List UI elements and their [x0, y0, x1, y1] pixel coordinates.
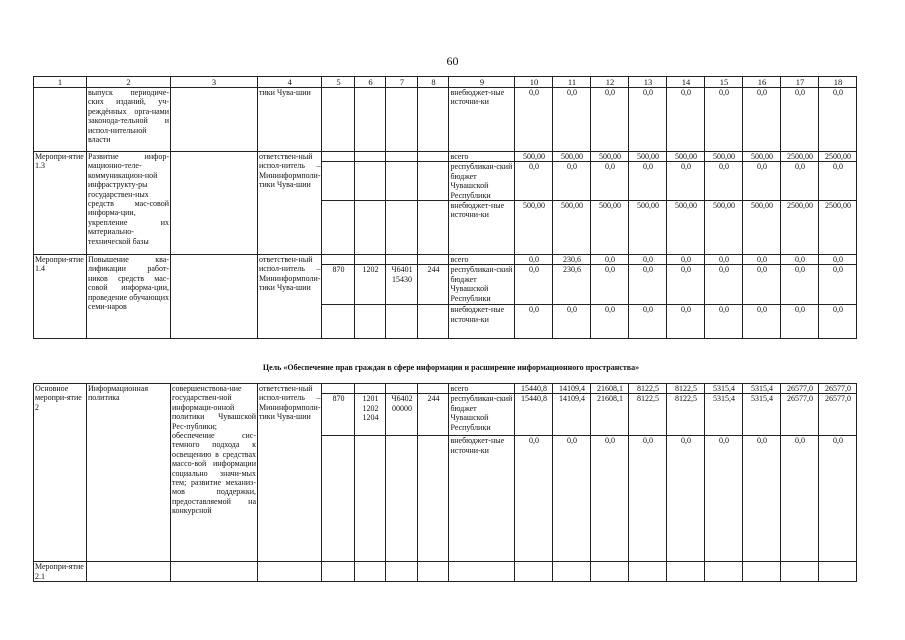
cell-c1: Меропри-ятие 1.4	[34, 255, 87, 339]
value-cell-col12: 500,00	[591, 152, 629, 162]
cell-c1: Меропри-ятие 1.3	[34, 152, 87, 255]
header-cell-13: 13	[629, 77, 667, 88]
value-cell-col18: 26577,0	[819, 384, 857, 394]
cell-c15	[705, 562, 743, 582]
value-cell-col15: 0,0	[705, 255, 743, 265]
cell-c9	[449, 562, 515, 582]
cell-c13	[629, 562, 667, 582]
value-cell-col12: 0,0	[591, 88, 629, 152]
value-cell-col18: 2500,00	[819, 152, 857, 162]
value-cell-col16: 0,0	[743, 88, 781, 152]
header-cell-11: 11	[553, 77, 591, 88]
cell-c1: Меропри-ятие 2.1	[34, 562, 87, 582]
cell-c7	[386, 201, 418, 255]
value-cell-col17: 26577,0	[781, 384, 819, 394]
cell-c9: республикан-ский бюджет Чувашской Республики	[449, 162, 515, 201]
cell-c7	[386, 88, 418, 152]
value-cell-col16: 5315,4	[743, 394, 781, 436]
value-cell-col13: 8122,5	[629, 394, 667, 436]
cell-c8	[418, 384, 449, 394]
cell-c12	[591, 562, 629, 582]
cell-c7	[386, 384, 418, 394]
cell-c8: 244	[418, 394, 449, 436]
value-cell-col14: 8122,5	[667, 394, 705, 436]
header-cell-12: 12	[591, 77, 629, 88]
value-cell-col11: 0,0	[553, 436, 591, 562]
cell-c17	[781, 562, 819, 582]
cell-c7	[386, 305, 418, 339]
table-row	[34, 562, 857, 582]
table-row	[34, 152, 857, 162]
value-cell-col13: 0,0	[629, 88, 667, 152]
value-cell-col14: 8122,5	[667, 384, 705, 394]
value-cell-col16: 0,0	[743, 265, 781, 305]
cell-c5	[322, 436, 355, 562]
header-cell-2: 2	[87, 77, 171, 88]
cell-c9: внебюджет-ные источни-ки	[449, 436, 515, 562]
value-cell-col17: 26577,0	[781, 394, 819, 436]
value-cell-col15: 0,0	[705, 88, 743, 152]
cell-c7: Ч6402 00000	[386, 394, 418, 436]
cell-c4: тики Чува-шии	[258, 88, 322, 152]
cell-c9: республикан-ский бюджет Чувашской Республики	[449, 265, 515, 305]
value-cell-col12: 0,0	[591, 162, 629, 201]
cell-c2: Развитие инфор-мационно-теле-коммуникацион-ной инфраструкту-ры государствен-ных средств мас-совой информа-ции, укрепление их материально-технической базы	[87, 152, 171, 255]
header-cell-15: 15	[705, 77, 743, 88]
value-cell-col16: 0,0	[743, 305, 781, 339]
value-cell-col15: 0,0	[705, 265, 743, 305]
value-cell-col18: 0,0	[819, 305, 857, 339]
cell-c7	[386, 162, 418, 201]
cell-c2: Информационная политика	[87, 384, 171, 562]
cell-c9: республикан-ский бюджет Чувашской Республики	[449, 394, 515, 436]
value-cell-col16: 500,00	[743, 201, 781, 255]
value-cell-col13: 0,0	[629, 162, 667, 201]
cell-c2: Повышение ква-лификации работ-ников средств мас-совой информа-ции, проведение обучающих семи-наров	[87, 255, 171, 339]
value-cell-col13: 500,00	[629, 152, 667, 162]
cell-c5	[322, 152, 355, 162]
header-cell-4: 4	[258, 77, 322, 88]
cell-c5	[322, 384, 355, 394]
cell-c4: ответствен-ный испол-нитель – Мининформполи-тики Чува-шии	[258, 384, 322, 562]
cell-c7	[386, 152, 418, 162]
cell-c2	[87, 562, 171, 582]
cell-c9: внебюджет-ные источни-ки	[449, 305, 515, 339]
cell-c5	[322, 305, 355, 339]
cell-c9: всего	[449, 152, 515, 162]
value-cell-col17: 0,0	[781, 255, 819, 265]
value-cell-col14: 0,0	[667, 162, 705, 201]
program-table-top	[33, 76, 857, 339]
value-cell-col13: 8122,5	[629, 384, 667, 394]
goal-heading: Цель «Обеспечение прав граждан в сфере информации и расширение информационного пространства»	[262, 363, 640, 372]
value-cell-col12: 0,0	[591, 265, 629, 305]
cell-c5	[322, 162, 355, 201]
cell-c6	[355, 384, 386, 394]
value-cell-col14: 0,0	[667, 265, 705, 305]
value-cell-col10: 15440,8	[515, 384, 553, 394]
value-cell-col15: 500,00	[705, 201, 743, 255]
header-cell-6: 6	[355, 77, 386, 88]
cell-c7	[386, 255, 418, 265]
value-cell-col14: 500,00	[667, 152, 705, 162]
cell-c6	[355, 162, 386, 201]
value-cell-col11: 230,6	[553, 265, 591, 305]
value-cell-col11: 500,00	[553, 152, 591, 162]
cell-c8: 244	[418, 265, 449, 305]
value-cell-col11: 0,0	[553, 88, 591, 152]
page-number: 60	[446, 54, 459, 68]
cell-c5	[322, 88, 355, 152]
value-cell-col10: 500,00	[515, 201, 553, 255]
value-cell-col13: 500,00	[629, 201, 667, 255]
cell-c3	[171, 88, 258, 152]
cell-c6	[355, 562, 386, 582]
value-cell-col11: 14109,4	[553, 384, 591, 394]
value-cell-col15: 0,0	[705, 162, 743, 201]
value-cell-col15: 5315,4	[705, 394, 743, 436]
cell-c3: совершенствова-ние государствен-ной информаци-онной политики Чувашской Рес-публики; обеспечение сис-темного подхода к освещению в средствах массо-вой информации социально значи-мых тем; развитие механиз-мов поддержки, предоставляемой на конкурсной	[171, 384, 258, 562]
cell-c6: 1201 1202 1204	[355, 394, 386, 436]
header-cell-10: 10	[515, 77, 553, 88]
value-cell-col17: 0,0	[781, 436, 819, 562]
header-cell-8: 8	[418, 77, 449, 88]
cell-c6	[355, 201, 386, 255]
cell-c14	[667, 562, 705, 582]
value-cell-col18: 26577,0	[819, 394, 857, 436]
cell-c6: 1202	[355, 265, 386, 305]
value-cell-col11: 14109,4	[553, 394, 591, 436]
value-cell-col17: 0,0	[781, 88, 819, 152]
header-cell-7: 7	[386, 77, 418, 88]
value-cell-col10: 0,0	[515, 255, 553, 265]
value-cell-col11: 0,0	[553, 305, 591, 339]
header-cell-18: 18	[819, 77, 857, 88]
table-row	[34, 384, 857, 394]
cell-c1	[34, 88, 87, 152]
cell-c11	[553, 562, 591, 582]
value-cell-col12: 21608,1	[591, 384, 629, 394]
cell-c4: ответствен-ный испол-нитель – Мининформполи-тики Чува-шии	[258, 152, 322, 255]
cell-c7: Ч6401 15430	[386, 265, 418, 305]
header-cell-16: 16	[743, 77, 781, 88]
value-cell-col11: 500,00	[553, 201, 591, 255]
value-cell-col10: 0,0	[515, 436, 553, 562]
header-cell-5: 5	[322, 77, 355, 88]
cell-c1: Основное меропри-ятие 2	[34, 384, 87, 562]
value-cell-col10: 15440,8	[515, 394, 553, 436]
header-cell-9: 9	[449, 77, 515, 88]
header-cell-17: 17	[781, 77, 819, 88]
value-cell-col18: 0,0	[819, 265, 857, 305]
cell-c9: внебюджет-ные источни-ки	[449, 201, 515, 255]
value-cell-col15: 5315,4	[705, 384, 743, 394]
cell-c8	[418, 436, 449, 562]
cell-c6	[355, 305, 386, 339]
value-cell-col17: 0,0	[781, 305, 819, 339]
value-cell-col18: 0,0	[819, 162, 857, 201]
cell-c8	[418, 562, 449, 582]
value-cell-col17: 2500,00	[781, 152, 819, 162]
cell-c5: 870	[322, 265, 355, 305]
value-cell-col10: 0,0	[515, 88, 553, 152]
cell-c8	[418, 88, 449, 152]
value-cell-col12: 21608,1	[591, 394, 629, 436]
header-row	[34, 77, 857, 88]
cell-c6	[355, 436, 386, 562]
cell-c8	[418, 162, 449, 201]
cell-c3	[171, 255, 258, 339]
value-cell-col10: 0,0	[515, 305, 553, 339]
value-cell-col15: 0,0	[705, 436, 743, 562]
cell-c4: ответствен-ный испол-нитель – Мининформполи-тики Чува-шии	[258, 255, 322, 339]
cell-c5	[322, 562, 355, 582]
table-row	[34, 255, 857, 265]
value-cell-col14: 500,00	[667, 201, 705, 255]
value-cell-col14: 0,0	[667, 305, 705, 339]
value-cell-col13: 0,0	[629, 255, 667, 265]
cell-c18	[819, 562, 857, 582]
value-cell-col18: 0,0	[819, 436, 857, 562]
value-cell-col17: 0,0	[781, 265, 819, 305]
value-cell-col12: 0,0	[591, 436, 629, 562]
value-cell-col17: 0,0	[781, 162, 819, 201]
cell-c3	[171, 562, 258, 582]
cell-c9: внебюджет-ные источни-ки	[449, 88, 515, 152]
value-cell-col10: 0,0	[515, 162, 553, 201]
value-cell-col18: 0,0	[819, 255, 857, 265]
value-cell-col12: 0,0	[591, 255, 629, 265]
value-cell-col12: 0,0	[591, 305, 629, 339]
value-cell-col13: 0,0	[629, 305, 667, 339]
value-cell-col18: 2500,00	[819, 201, 857, 255]
cell-c9: всего	[449, 255, 515, 265]
header-cell-14: 14	[667, 77, 705, 88]
value-cell-col11: 0,0	[553, 162, 591, 201]
cell-c8	[418, 305, 449, 339]
value-cell-col16: 0,0	[743, 255, 781, 265]
value-cell-col16: 0,0	[743, 162, 781, 201]
cell-c10	[515, 562, 553, 582]
value-cell-col16: 5315,4	[743, 384, 781, 394]
value-cell-col16: 0,0	[743, 436, 781, 562]
table-row	[34, 88, 857, 152]
cell-c5	[322, 255, 355, 265]
cell-c7	[386, 562, 418, 582]
value-cell-col14: 0,0	[667, 436, 705, 562]
cell-c8	[418, 152, 449, 162]
value-cell-col16: 500,00	[743, 152, 781, 162]
value-cell-col17: 2500,00	[781, 201, 819, 255]
value-cell-col14: 0,0	[667, 255, 705, 265]
cell-c8	[418, 255, 449, 265]
cell-c8	[418, 201, 449, 255]
cell-c4	[258, 562, 322, 582]
cell-c7	[386, 436, 418, 562]
cell-c5: 870	[322, 394, 355, 436]
cell-c6	[355, 152, 386, 162]
value-cell-col14: 0,0	[667, 88, 705, 152]
value-cell-col11: 230,6	[553, 255, 591, 265]
header-cell-1: 1	[34, 77, 87, 88]
cell-c5	[322, 201, 355, 255]
cell-c3	[171, 152, 258, 255]
cell-c2: выпуск периодиче-ских изданий, уч-реждённых орга-нами законода-тельной и испол-нительной власти	[87, 88, 171, 152]
cell-c9: всего	[449, 384, 515, 394]
value-cell-col13: 0,0	[629, 436, 667, 562]
cell-c6	[355, 88, 386, 152]
value-cell-col15: 500,00	[705, 152, 743, 162]
value-cell-col12: 500,00	[591, 201, 629, 255]
cell-c16	[743, 562, 781, 582]
value-cell-col15: 0,0	[705, 305, 743, 339]
cell-c6	[355, 255, 386, 265]
value-cell-col10: 500,00	[515, 152, 553, 162]
value-cell-col18: 0,0	[819, 88, 857, 152]
value-cell-col13: 0,0	[629, 265, 667, 305]
value-cell-col10: 0,0	[515, 265, 553, 305]
header-cell-3: 3	[171, 77, 258, 88]
program-table-bottom	[33, 383, 857, 582]
